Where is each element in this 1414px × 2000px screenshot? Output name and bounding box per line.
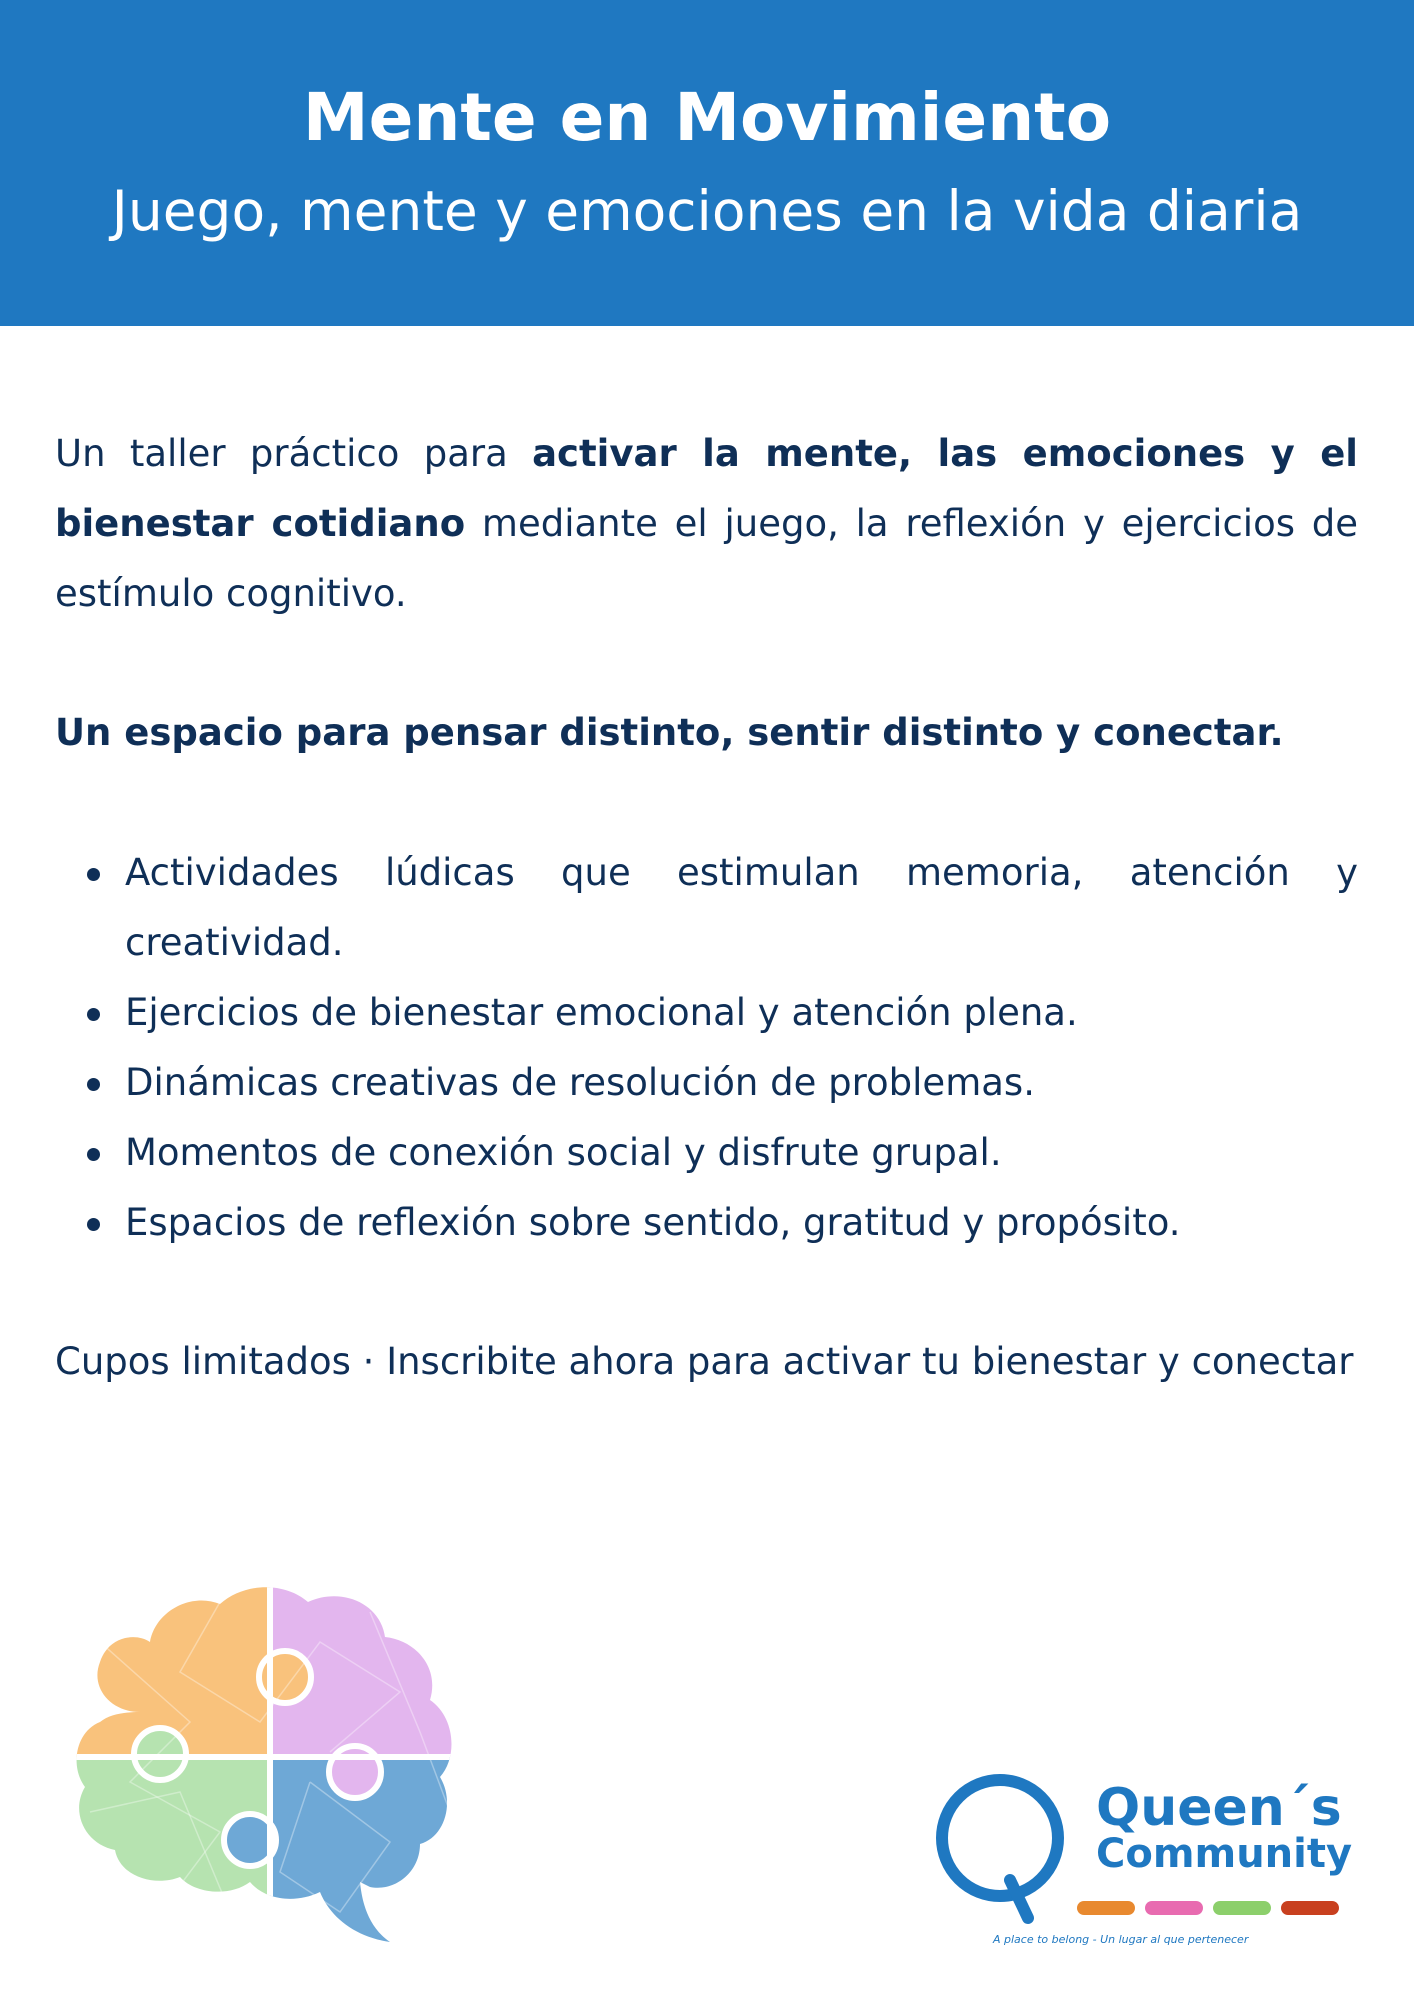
- puzzle-brain-icon: [70, 1582, 470, 1942]
- color-bar-green: [1213, 1901, 1271, 1915]
- color-bar-pink: [1145, 1901, 1203, 1915]
- intro-paragraph: [55, 419, 1358, 629]
- call-to-action: Cupos limitados · Inscribite ahora para activar tu bienestar y conectar: [55, 1340, 1354, 1383]
- brand-color-bars: [1077, 1900, 1349, 1919]
- page-subtitle: Juego, mente y emociones en la vida diaria: [111, 179, 1303, 243]
- brand-name-line2: Community: [1096, 1831, 1353, 1877]
- feature-list: [55, 838, 1358, 1258]
- list-item: Espacios de reflexión sobre sentido, gratitud y propósito.: [125, 1188, 1358, 1258]
- brand-motto: A place to belong - Un lugar al que pertenecer: [993, 1933, 1249, 1946]
- color-bar-orange: [1077, 1901, 1135, 1915]
- page-title: Mente en Movimiento: [302, 79, 1112, 156]
- intro-highlight: activar la mente, las emociones y el bienestar cotidiano: [55, 432, 1358, 545]
- intro-text-end: mediante el juego, la reflexión y ejercicios de estímulo cognitivo.: [55, 502, 1358, 615]
- tagline: Un espacio para pensar distinto, sentir distinto y conectar.: [55, 711, 1284, 754]
- list-item: Ejercicios de bienestar emocional y atención plena.: [125, 978, 1358, 1048]
- list-item: Dinámicas creativas de resolución de problemas.: [125, 1048, 1358, 1118]
- header-banner: [0, 0, 1414, 326]
- list-item: Actividades lúdicas que estimulan memoria, atención y creatividad.: [125, 838, 1358, 978]
- intro-text-start: Un taller práctico para: [55, 432, 533, 475]
- brand-name-line1: Queen´s: [1096, 1778, 1342, 1838]
- queens-community-logo: [930, 1770, 1360, 1965]
- color-bar-red: [1281, 1901, 1339, 1915]
- q-letter-icon: [930, 1770, 1080, 1930]
- list-item: Momentos de conexión social y disfrute grupal.: [125, 1118, 1358, 1188]
